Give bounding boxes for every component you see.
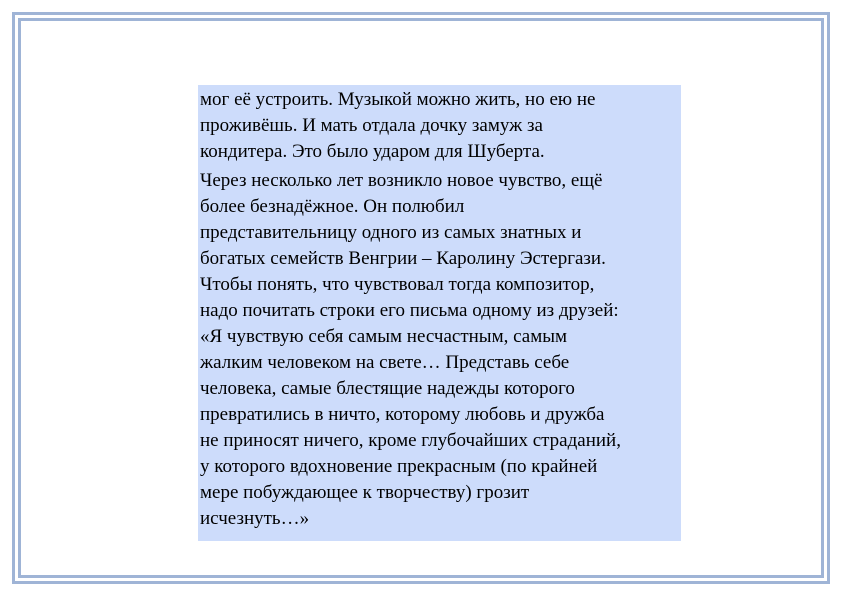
paragraph-2: Через несколько лет возникло новое чувство, ещё более безнадёжное. Он полюбил представительницу одного из самых знатных и богатых семейств Венгрии – Каролину Эстергази. Чтобы понять, что чувствовал тогда композитор, надо почитать строки его письма одному из друзей: «Я чувствую себя самым несчастным, самым жалким человеком на свете… Представь себе человека, самые блестящие надежды которого превратились в ничто, которому любовь и дружба не приносят ничего, кроме глубочайших страданий, у которого вдохновение прекрасным (по крайней мере побуждающее к творчеству) грозит исчезнуть…» [200,170,621,529]
text-block [198,85,681,541]
paragraph-1: мог её устроить. Музыкой можно жить, но ею не проживёшь. И мать отдала дочку замуж за кондитера. Это было ударом для Шуберта. [200,89,596,162]
